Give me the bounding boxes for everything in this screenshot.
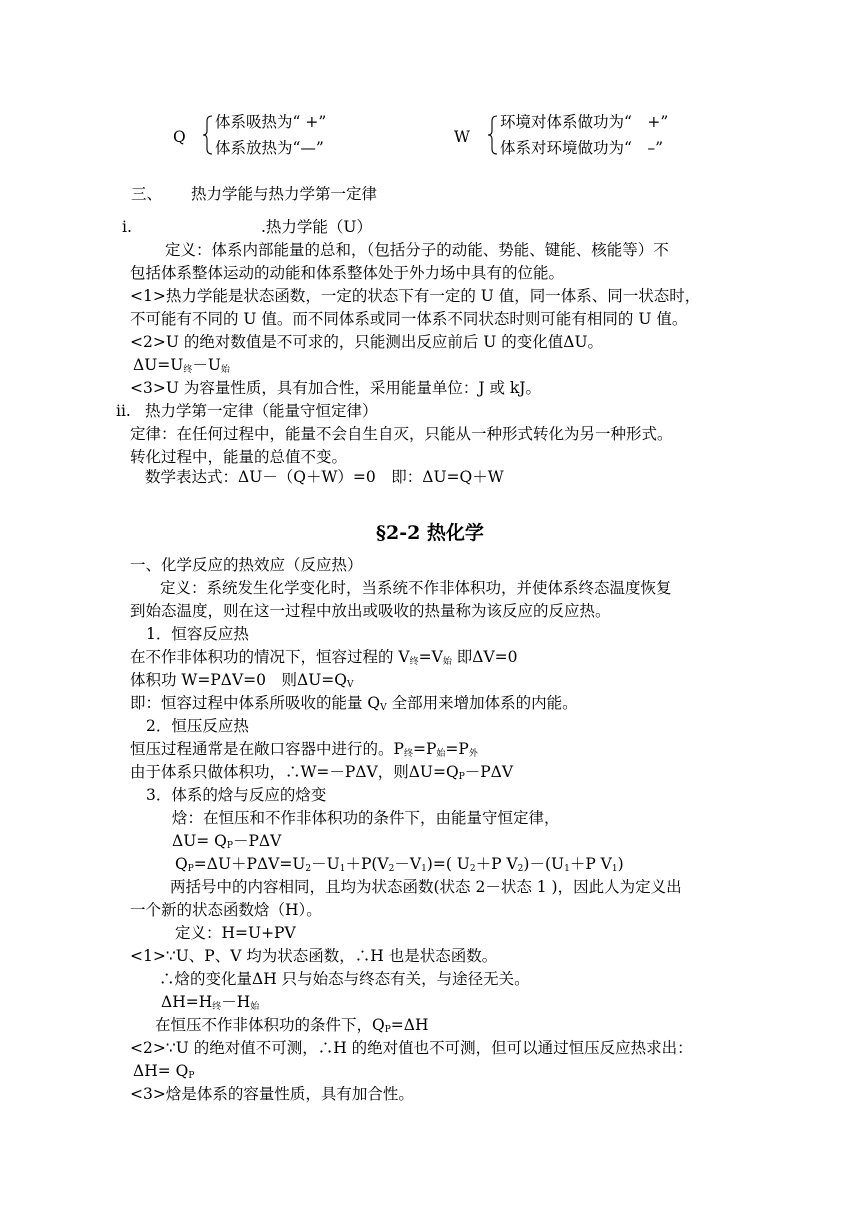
qv-line: 即：恒容过程中体系所吸收的能量 $Q_V$ 全部用来增加体系的内能。	[130, 694, 578, 713]
w-brace	[487, 115, 499, 155]
w-positive: 环境对体系做功为“ +”	[500, 113, 669, 131]
volume-work-line: 体积功 W=PΔV=0 则$\Delta U=Q_V$	[130, 671, 354, 690]
constant-volume-line: 在不作非体积功的情况下，恒容过程的 $V_终=V_始$ 即ΔV=0	[130, 648, 518, 667]
q-negative: 体系放热为“—”	[215, 139, 324, 157]
item-marker-ii: ii.	[116, 402, 131, 420]
note-1-line: <1>∵U、P、V 均为状态函数，∴H 也是状态函数。	[130, 947, 498, 965]
paragraph-line: 两括号中的内容相同，且均为状态函数(状态 2－状态 1 )，因此人为定义出	[170, 878, 682, 896]
enthalpy-definition: 定义：H=U+PV	[175, 924, 296, 942]
item-title-thermo-energy: .热力学能（U）	[261, 218, 372, 236]
item-heading: 3．体系的焓与反应的焓变	[146, 786, 327, 804]
item-heading: 2．恒压反应热	[146, 717, 249, 735]
definition-line: 包括体系整体运动的动能和体系整体处于外力场中具有的位能。	[130, 264, 565, 282]
note-3-line: <3>焓是体系的容量性质，具有加合性。	[130, 1085, 414, 1103]
chapter-title: §2-2 热化学	[376, 522, 484, 544]
delta-h-formula: $\Delta H=H_终-H_始$	[161, 993, 260, 1012]
constant-pressure-line: 恒压过程通常是在敞口容器中进行的。$P_终=P_始=P_外$	[130, 740, 478, 759]
note-1-line: 不可能有不同的 U 值。而不同体系或同一体系不同状态时则可能有相同的 U 值。	[130, 310, 688, 328]
note-2-line: <2>U 的绝对数值是不可求的，只能测出反应前后 U 的变化值ΔU。	[130, 333, 604, 351]
q-positive: 体系吸热为“ +”	[215, 113, 327, 131]
item-heading: 1．恒容反应热	[146, 625, 249, 643]
law-line: 转化过程中，能量的总值不变。	[130, 448, 348, 466]
note-1-line: <1>热力学能是状态函数，一定的状态下有一定的 U 值，同一体系、同一状态时，	[130, 287, 701, 305]
note-2-line: <2>∵U 的绝对值不可测，∴H 的绝对值也不可测，但可以通过恒压反应热求出：	[130, 1039, 693, 1057]
note-1-line: ∴焓的变化量ΔH 只与始态与终态有关，与途径无关。	[159, 970, 530, 988]
q-symbol: Q	[173, 128, 186, 146]
definition-line: 定义：系统发生化学变化时，当系统不作非体积功，并使体系终态温度恢复	[160, 579, 672, 597]
subsection-heading: 一、化学反应的热效应（反应热）	[130, 556, 363, 574]
item-title-first-law: 热力学第一定律（能量守恒定律）	[145, 402, 378, 420]
note-3-line: <3>U 为容量性质，具有加合性，采用能量单位：J 或 kJ。	[130, 379, 542, 397]
law-line: 定律：在任何过程中，能量不会自生自灭，只能从一种形式转化为另一种形式。	[130, 425, 673, 443]
equation-2: $Q_P=\Delta U+P\Delta V=U_2-U_1+P(V_2-V_1)=$( $U_2+P$ $V_2)-(U_1+P$ $V_1$)	[175, 855, 624, 874]
delta-u-formula: $\Delta U=U_终-U_始$	[133, 356, 230, 375]
equation-1: $\Delta U= Q_P-P\Delta V$	[172, 832, 282, 851]
w-negative: 体系对环境做功为“ –”	[500, 139, 664, 157]
section-heading: 热力学能与热力学第一定律	[191, 185, 378, 203]
definition-line: 定义：体系内部能量的总和，（包括分子的动能、势能、键能、核能等）不	[165, 241, 669, 259]
q-brace	[202, 115, 214, 155]
pressure-work-line: 由于体系只做体积功，∴W=－PΔV，则$\Delta U=Q_P-P\Delta V$	[130, 763, 514, 782]
condition-line: 在恒压不作非体积功的条件下，$Q_P=\Delta H$	[155, 1016, 429, 1035]
item-marker-i: i.	[122, 218, 132, 236]
paragraph-line: 一个新的状态函数焓（H）。	[130, 901, 322, 919]
delta-h-qp-formula: $\Delta H= Q_P$	[133, 1062, 195, 1081]
enthalpy-intro: 焓：在恒压和不作非体积功的条件下，由能量守恒定律，	[172, 809, 560, 827]
w-symbol: W	[454, 128, 470, 146]
definition-line: 到始态温度，则在这一过程中放出或吸收的热量称为该反应的反应热。	[130, 602, 611, 620]
section-number: 三、	[131, 185, 163, 203]
math-expression: 数学表达式：ΔU－（Q＋W）=0 即：ΔU=Q＋W	[145, 468, 504, 486]
